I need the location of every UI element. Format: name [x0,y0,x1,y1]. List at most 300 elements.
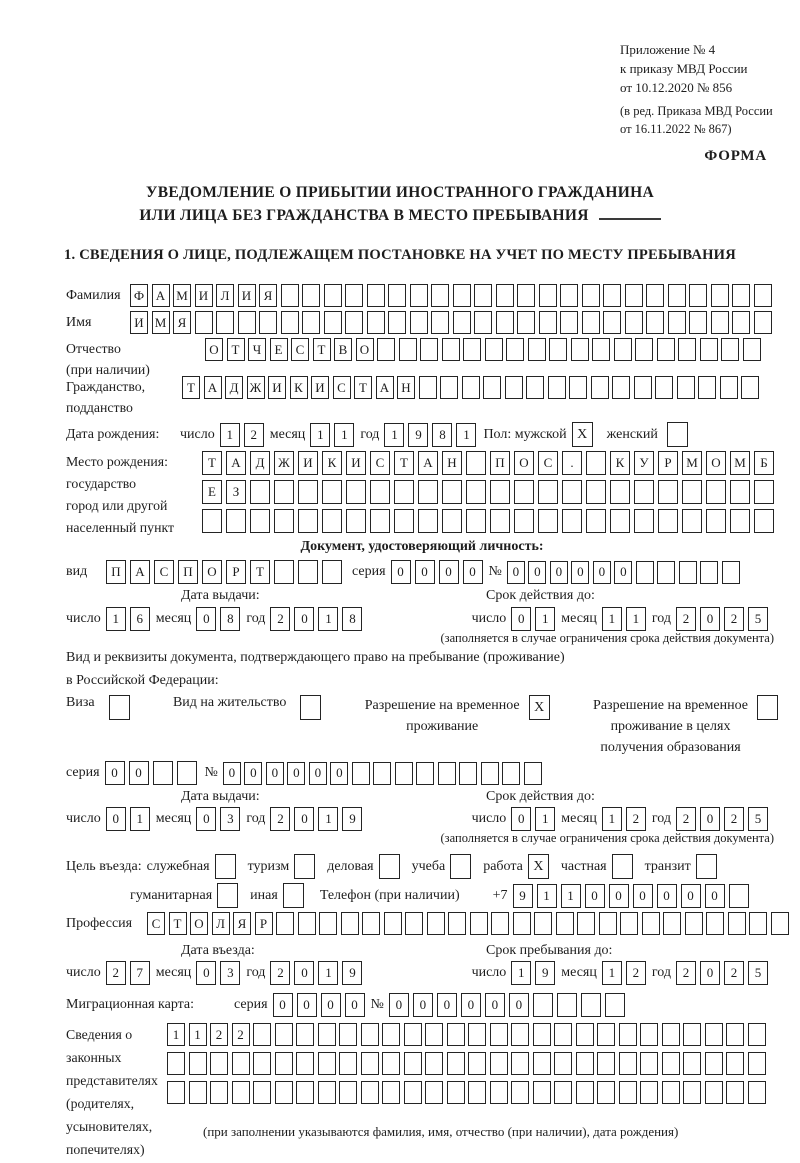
char-cell[interactable] [591,376,609,399]
char-cell[interactable] [474,311,492,334]
char-cell[interactable] [658,480,678,504]
char-cell[interactable]: 0 [633,884,653,908]
char-cell[interactable]: 0 [571,561,589,584]
char-cell[interactable]: 2 [724,961,744,985]
char-cell[interactable] [754,509,774,533]
char-cell[interactable] [438,762,456,785]
char-cell[interactable]: 0 [413,993,433,1017]
char-cell[interactable] [404,1081,422,1104]
char-cell[interactable] [582,311,600,334]
char-cell[interactable]: 1 [602,807,622,831]
char-cell[interactable] [560,284,578,307]
char-cell[interactable]: 2 [244,423,264,447]
char-cell[interactable]: О [706,451,726,475]
char-cell[interactable]: 1 [318,807,338,831]
char-cell[interactable] [274,560,294,584]
char-cell[interactable] [318,1052,336,1075]
char-cell[interactable] [634,480,654,504]
char-cell[interactable] [533,993,553,1017]
char-cell[interactable] [517,284,535,307]
char-cell[interactable] [698,376,716,399]
char-cell[interactable]: Ч [248,338,266,361]
char-cell[interactable] [322,560,342,584]
char-cell[interactable]: Р [226,560,246,584]
char-cell[interactable] [202,509,222,533]
char-cell[interactable] [682,480,702,504]
char-cell[interactable]: 8 [220,607,240,631]
char-cell[interactable] [474,284,492,307]
char-cell[interactable] [517,311,535,334]
char-cell[interactable] [275,1023,293,1046]
char-cell[interactable] [554,1081,572,1104]
char-cell[interactable] [425,1081,443,1104]
char-cell[interactable]: 1 [511,961,531,985]
char-cell[interactable] [448,912,466,935]
char-cell[interactable]: 2 [270,961,290,985]
char-cell[interactable]: 1 [626,607,646,631]
char-cell[interactable] [296,1052,314,1075]
char-cell[interactable]: А [226,451,246,475]
char-cell[interactable] [259,311,277,334]
char-cell[interactable] [388,284,406,307]
char-cell[interactable] [625,311,643,334]
char-cell[interactable] [463,338,481,361]
char-cell[interactable] [298,560,318,584]
char-cell[interactable]: 9 [342,807,362,831]
char-cell[interactable] [586,480,606,504]
char-cell[interactable] [440,376,458,399]
char-cell[interactable]: Р [255,912,273,935]
char-cell[interactable] [528,338,546,361]
char-cell[interactable]: 8 [342,607,362,631]
char-cell[interactable]: 0 [700,607,720,631]
char-cell[interactable] [728,912,746,935]
purpose-private-checkbox[interactable] [612,854,633,879]
char-cell[interactable]: 1 [456,423,476,447]
char-cell[interactable]: 1 [561,884,581,908]
char-cell[interactable] [576,1052,594,1075]
char-cell[interactable]: А [130,560,150,584]
char-cell[interactable]: 0 [461,993,481,1017]
char-cell[interactable]: А [204,376,222,399]
char-cell[interactable] [726,1052,744,1075]
char-cell[interactable] [318,1081,336,1104]
char-cell[interactable]: А [418,451,438,475]
char-cell[interactable] [599,912,617,935]
char-cell[interactable] [346,509,366,533]
char-cell[interactable]: 0 [321,993,341,1017]
char-cell[interactable]: З [226,480,246,504]
char-cell[interactable] [377,338,395,361]
char-cell[interactable]: 0 [657,884,677,908]
char-cell[interactable] [404,1052,422,1075]
char-cell[interactable]: 0 [593,561,611,584]
char-cell[interactable]: О [356,338,374,361]
char-cell[interactable]: 0 [196,607,216,631]
char-cell[interactable] [743,338,761,361]
char-cell[interactable] [367,311,385,334]
char-cell[interactable]: 0 [309,762,327,785]
char-cell[interactable] [419,376,437,399]
char-cell[interactable]: С [154,560,174,584]
char-cell[interactable] [490,1081,508,1104]
char-cell[interactable]: 9 [535,961,555,985]
char-cell[interactable]: 1 [318,607,338,631]
char-cell[interactable] [382,1052,400,1075]
char-cell[interactable] [549,338,567,361]
char-cell[interactable] [657,561,675,584]
char-cell[interactable] [324,311,342,334]
char-cell[interactable] [646,311,664,334]
char-cell[interactable] [485,338,503,361]
char-cell[interactable] [167,1052,185,1075]
char-cell[interactable]: Д [250,451,270,475]
char-cell[interactable]: Т [354,376,372,399]
char-cell[interactable]: 8 [432,423,452,447]
char-cell[interactable] [453,284,471,307]
char-cell[interactable] [533,1081,551,1104]
char-cell[interactable] [496,311,514,334]
char-cell[interactable] [394,509,414,533]
char-cell[interactable] [539,311,557,334]
char-cell[interactable] [395,762,413,785]
char-cell[interactable] [442,338,460,361]
char-cell[interactable]: 1 [130,807,150,831]
char-cell[interactable] [700,561,718,584]
char-cell[interactable]: . [562,451,582,475]
temp-residence-checkbox[interactable]: X [529,695,550,720]
char-cell[interactable] [562,509,582,533]
char-cell[interactable] [361,1052,379,1075]
char-cell[interactable] [425,1023,443,1046]
char-cell[interactable] [619,1081,637,1104]
char-cell[interactable]: 5 [748,607,768,631]
purpose-work-checkbox[interactable]: X [528,854,549,879]
char-cell[interactable] [483,376,501,399]
char-cell[interactable] [462,376,480,399]
char-cell[interactable] [352,762,370,785]
char-cell[interactable]: 0 [330,762,348,785]
char-cell[interactable] [754,311,772,334]
char-cell[interactable] [689,284,707,307]
char-cell[interactable]: М [682,451,702,475]
char-cell[interactable]: 1 [537,884,557,908]
char-cell[interactable] [582,284,600,307]
char-cell[interactable]: М [152,311,170,334]
char-cell[interactable] [361,1023,379,1046]
char-cell[interactable]: 2 [724,807,744,831]
char-cell[interactable] [679,561,697,584]
char-cell[interactable]: 0 [463,560,483,584]
char-cell[interactable] [603,284,621,307]
char-cell[interactable]: 1 [318,961,338,985]
char-cell[interactable] [554,1052,572,1075]
char-cell[interactable]: М [173,284,191,307]
char-cell[interactable] [470,912,488,935]
char-cell[interactable] [302,284,320,307]
char-cell[interactable] [447,1081,465,1104]
char-cell[interactable] [586,451,606,475]
char-cell[interactable]: Л [216,284,234,307]
char-cell[interactable] [189,1052,207,1075]
char-cell[interactable] [427,912,445,935]
char-cell[interactable] [506,338,524,361]
char-cell[interactable]: 2 [270,607,290,631]
char-cell[interactable] [677,376,695,399]
edu-residence-checkbox[interactable] [757,695,778,720]
char-cell[interactable]: Ж [247,376,265,399]
char-cell[interactable]: Ж [274,451,294,475]
char-cell[interactable]: 2 [724,607,744,631]
char-cell[interactable]: К [290,376,308,399]
char-cell[interactable] [605,993,625,1017]
char-cell[interactable] [418,509,438,533]
char-cell[interactable]: 0 [415,560,435,584]
char-cell[interactable] [275,1052,293,1075]
char-cell[interactable]: Т [313,338,331,361]
char-cell[interactable] [655,376,673,399]
char-cell[interactable]: И [311,376,329,399]
char-cell[interactable]: 0 [439,560,459,584]
char-cell[interactable]: О [190,912,208,935]
char-cell[interactable] [592,338,610,361]
char-cell[interactable] [657,338,675,361]
char-cell[interactable] [276,912,294,935]
char-cell[interactable]: 7 [130,961,150,985]
char-cell[interactable]: 0 [585,884,605,908]
char-cell[interactable] [420,338,438,361]
char-cell[interactable] [612,376,630,399]
char-cell[interactable]: 2 [270,807,290,831]
char-cell[interactable] [481,762,499,785]
char-cell[interactable] [569,376,587,399]
char-cell[interactable] [339,1081,357,1104]
residence-permit-checkbox[interactable] [300,695,321,720]
char-cell[interactable] [511,1052,529,1075]
char-cell[interactable] [554,1023,572,1046]
char-cell[interactable]: А [152,284,170,307]
char-cell[interactable]: 0 [705,884,725,908]
char-cell[interactable] [576,1023,594,1046]
char-cell[interactable] [496,284,514,307]
char-cell[interactable] [370,480,390,504]
char-cell[interactable] [730,509,750,533]
char-cell[interactable] [453,311,471,334]
char-cell[interactable] [603,311,621,334]
char-cell[interactable]: И [346,451,366,475]
char-cell[interactable]: 0 [106,807,126,831]
char-cell[interactable]: 5 [748,807,768,831]
char-cell[interactable] [614,338,632,361]
char-cell[interactable] [640,1023,658,1046]
char-cell[interactable] [324,284,342,307]
char-cell[interactable] [706,509,726,533]
char-cell[interactable]: 2 [626,807,646,831]
char-cell[interactable]: 0 [511,607,531,631]
char-cell[interactable]: 1 [384,423,404,447]
char-cell[interactable]: С [370,451,390,475]
char-cell[interactable] [404,1023,422,1046]
char-cell[interactable] [302,311,320,334]
char-cell[interactable] [232,1052,250,1075]
char-cell[interactable] [706,912,724,935]
char-cell[interactable]: 0 [294,807,314,831]
char-cell[interactable] [253,1081,271,1104]
char-cell[interactable]: Т [394,451,414,475]
char-cell[interactable] [597,1081,615,1104]
char-cell[interactable]: 0 [681,884,701,908]
char-cell[interactable]: 1 [310,423,330,447]
char-cell[interactable]: 0 [196,961,216,985]
char-cell[interactable] [466,480,486,504]
char-cell[interactable] [658,509,678,533]
char-cell[interactable]: С [291,338,309,361]
char-cell[interactable] [195,311,213,334]
char-cell[interactable]: 1 [220,423,240,447]
purpose-tourism-checkbox[interactable] [294,854,315,879]
char-cell[interactable] [597,1023,615,1046]
char-cell[interactable] [189,1081,207,1104]
char-cell[interactable]: 0 [294,961,314,985]
char-cell[interactable] [533,1023,551,1046]
char-cell[interactable]: 1 [535,607,555,631]
char-cell[interactable] [322,480,342,504]
char-cell[interactable] [711,284,729,307]
char-cell[interactable] [610,509,630,533]
char-cell[interactable] [683,1023,701,1046]
char-cell[interactable]: Т [169,912,187,935]
char-cell[interactable]: 6 [130,607,150,631]
char-cell[interactable]: М [730,451,750,475]
char-cell[interactable] [662,1081,680,1104]
char-cell[interactable] [705,1023,723,1046]
char-cell[interactable] [298,480,318,504]
purpose-other-checkbox[interactable] [283,883,304,908]
char-cell[interactable] [296,1023,314,1046]
char-cell[interactable]: В [334,338,352,361]
char-cell[interactable] [560,311,578,334]
char-cell[interactable]: 1 [334,423,354,447]
char-cell[interactable]: 0 [223,762,241,785]
char-cell[interactable] [490,509,510,533]
char-cell[interactable]: 1 [189,1023,207,1046]
char-cell[interactable] [410,284,428,307]
char-cell[interactable]: С [333,376,351,399]
char-cell[interactable] [250,509,270,533]
char-cell[interactable] [216,311,234,334]
char-cell[interactable]: 0 [196,807,216,831]
char-cell[interactable]: 0 [614,561,632,584]
char-cell[interactable] [514,509,534,533]
char-cell[interactable] [513,912,531,935]
char-cell[interactable] [557,993,577,1017]
char-cell[interactable] [505,376,523,399]
char-cell[interactable] [726,1081,744,1104]
char-cell[interactable] [668,311,686,334]
char-cell[interactable]: Т [182,376,200,399]
char-cell[interactable] [490,1052,508,1075]
char-cell[interactable] [442,480,462,504]
char-cell[interactable] [685,912,703,935]
char-cell[interactable]: Т [250,560,270,584]
char-cell[interactable] [634,376,652,399]
char-cell[interactable]: 2 [106,961,126,985]
char-cell[interactable]: Ф [130,284,148,307]
char-cell[interactable] [705,1081,723,1104]
char-cell[interactable]: 3 [220,807,240,831]
char-cell[interactable]: 1 [106,607,126,631]
char-cell[interactable]: 9 [408,423,428,447]
char-cell[interactable] [642,912,660,935]
char-cell[interactable] [361,1081,379,1104]
char-cell[interactable] [754,284,772,307]
char-cell[interactable]: Р [658,451,678,475]
char-cell[interactable] [153,761,173,785]
char-cell[interactable]: 0 [509,993,529,1017]
char-cell[interactable] [571,338,589,361]
char-cell[interactable] [490,1023,508,1046]
char-cell[interactable]: К [610,451,630,475]
char-cell[interactable]: Е [202,480,222,504]
char-cell[interactable] [619,1052,637,1075]
char-cell[interactable] [539,284,557,307]
char-cell[interactable] [548,376,566,399]
char-cell[interactable] [689,311,707,334]
char-cell[interactable] [416,762,434,785]
char-cell[interactable] [663,912,681,935]
char-cell[interactable] [210,1081,228,1104]
char-cell[interactable]: 0 [345,993,365,1017]
char-cell[interactable] [341,912,359,935]
char-cell[interactable] [683,1081,701,1104]
char-cell[interactable] [370,509,390,533]
char-cell[interactable] [646,284,664,307]
char-cell[interactable]: 2 [626,961,646,985]
char-cell[interactable] [597,1052,615,1075]
purpose-study-checkbox[interactable] [450,854,471,879]
char-cell[interactable]: Т [227,338,245,361]
char-cell[interactable]: 0 [297,993,317,1017]
char-cell[interactable]: 2 [232,1023,250,1046]
char-cell[interactable]: 0 [437,993,457,1017]
char-cell[interactable] [210,1052,228,1075]
char-cell[interactable] [468,1052,486,1075]
char-cell[interactable]: 0 [389,993,409,1017]
char-cell[interactable] [491,912,509,935]
char-cell[interactable] [538,480,558,504]
char-cell[interactable]: Л [212,912,230,935]
char-cell[interactable] [721,338,739,361]
char-cell[interactable]: И [268,376,286,399]
char-cell[interactable]: 1 [602,607,622,631]
char-cell[interactable] [232,1081,250,1104]
char-cell[interactable]: 2 [210,1023,228,1046]
char-cell[interactable] [511,1081,529,1104]
char-cell[interactable]: К [322,451,342,475]
char-cell[interactable] [410,311,428,334]
char-cell[interactable] [459,762,477,785]
char-cell[interactable] [425,1052,443,1075]
char-cell[interactable] [384,912,402,935]
sex-female-checkbox[interactable] [667,422,688,447]
char-cell[interactable] [577,912,595,935]
char-cell[interactable] [362,912,380,935]
char-cell[interactable] [556,912,574,935]
char-cell[interactable] [319,912,337,935]
char-cell[interactable]: Н [397,376,415,399]
char-cell[interactable]: 0 [391,560,411,584]
char-cell[interactable] [502,762,520,785]
